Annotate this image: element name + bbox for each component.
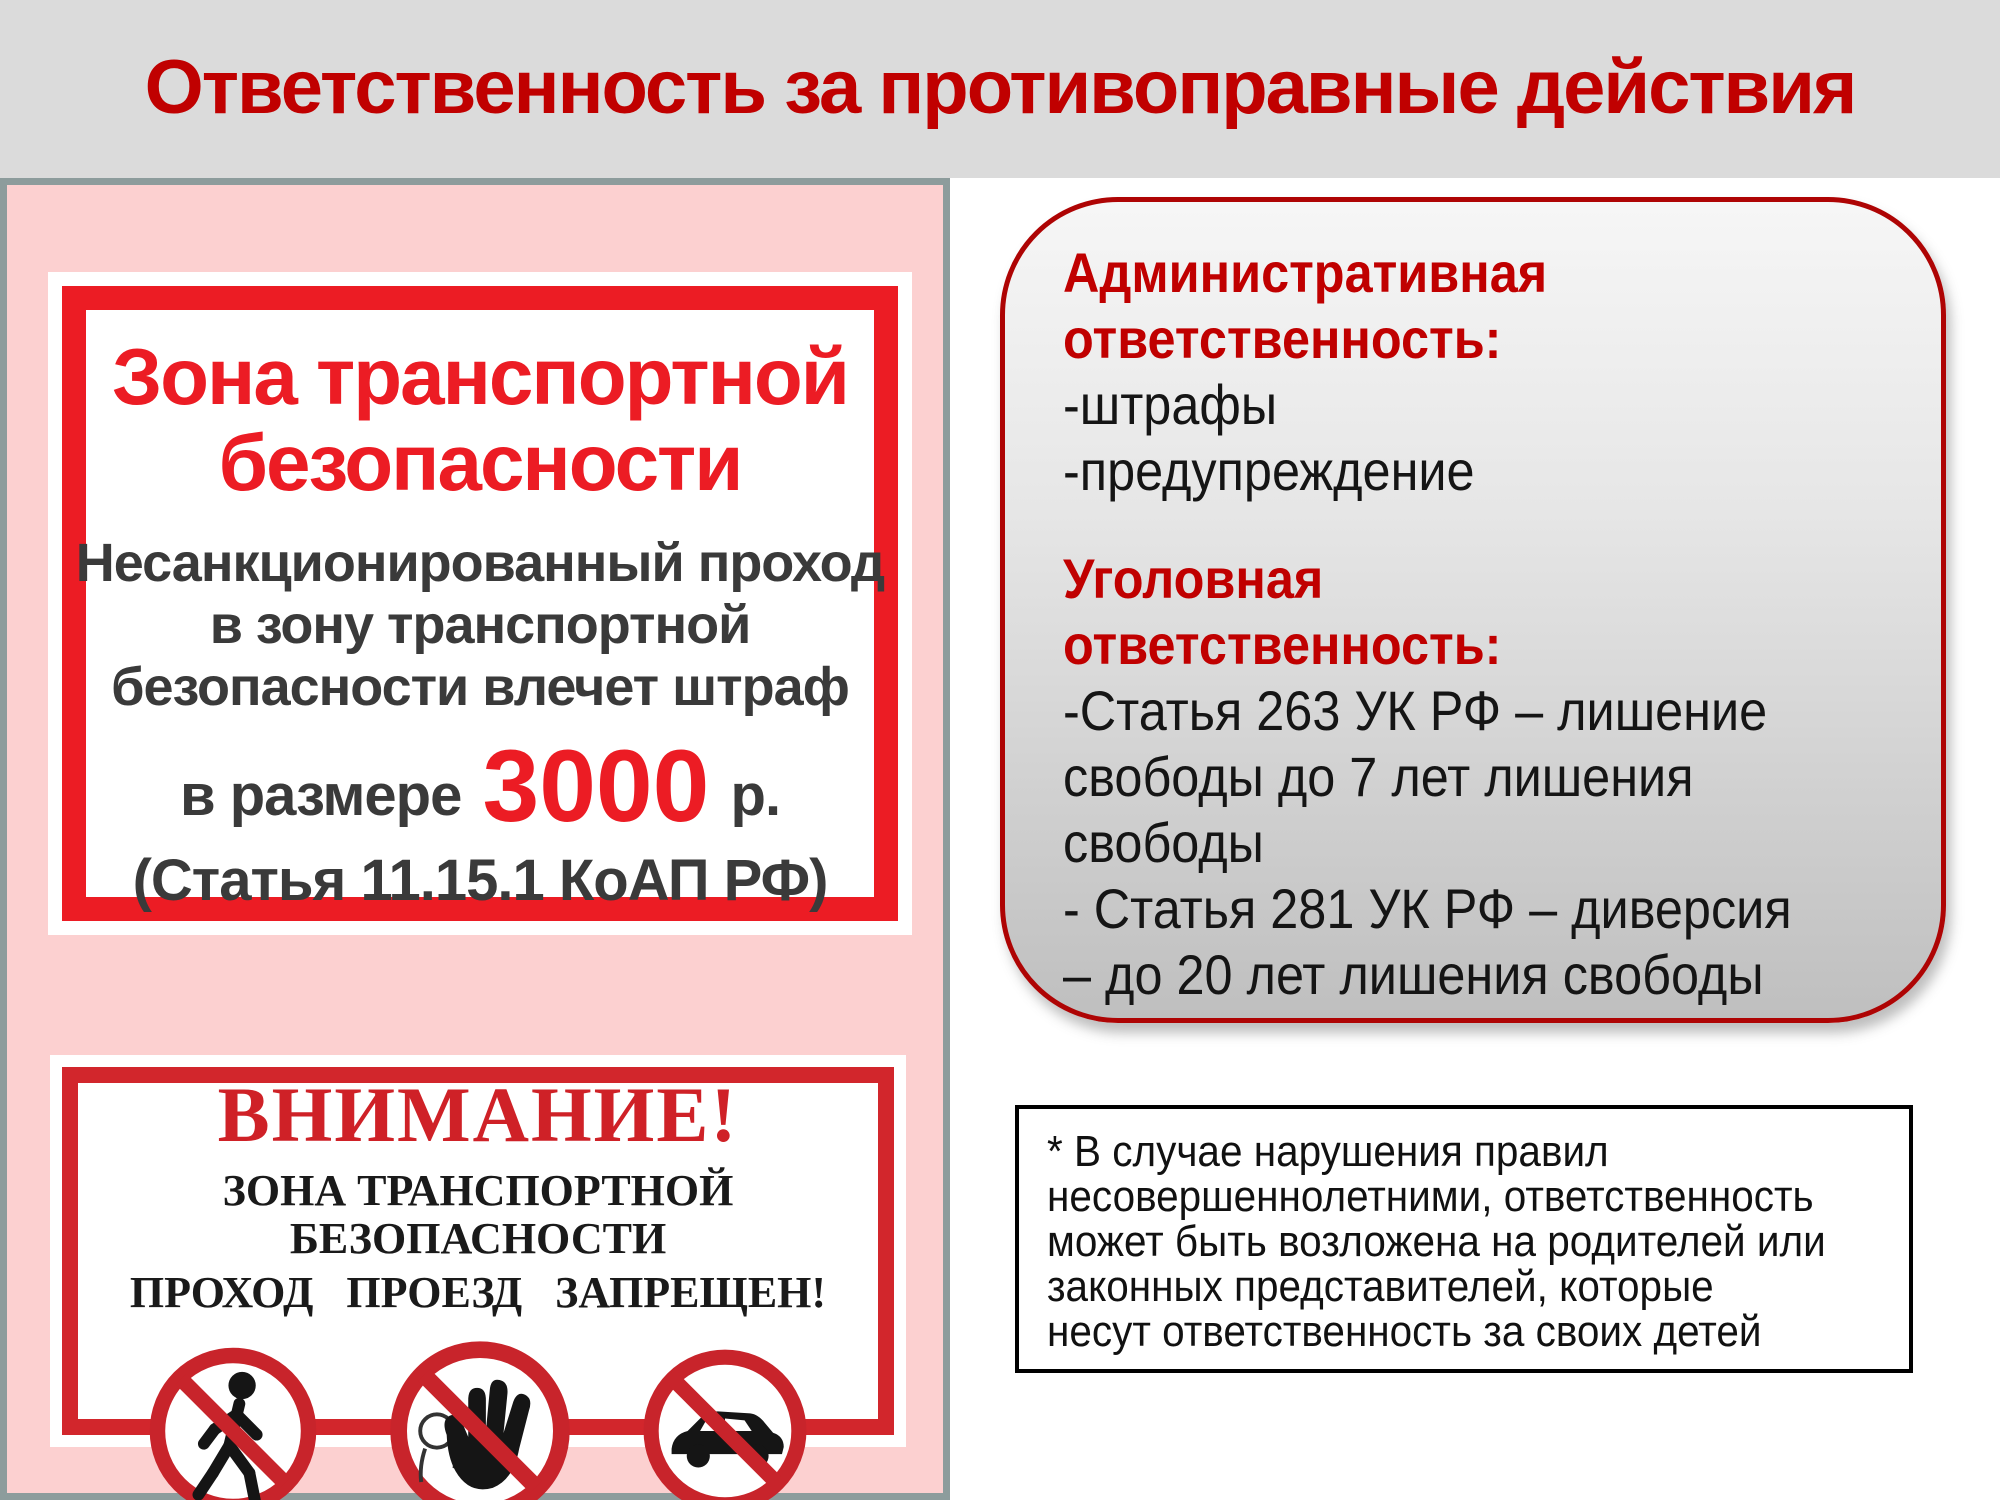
fine-suffix: р. <box>730 763 781 828</box>
criminal-header-line1: Уголовная <box>1063 547 1324 610</box>
attention-line2: ПРОХОД ПРОЕЗД ЗАПРЕЩЕН! <box>129 1268 827 1317</box>
note-line-3: может быть возложена на родителей или <box>1047 1217 1826 1266</box>
attention-sign-content <box>50 1055 906 1500</box>
zone-sign-body-line2: в зону транспортной <box>209 595 751 655</box>
zone-sign-body-line3: безопасности влечет штраф <box>111 657 849 717</box>
legal-box <box>1000 197 1946 1023</box>
admin-item-warning: -предупреждение <box>1063 439 1475 502</box>
zone-sign-title-line2: безопасности <box>218 418 742 507</box>
admin-header-line2: ответственность: <box>1063 307 1502 370</box>
attention-sign <box>50 1055 906 1447</box>
no-car-icon <box>636 1342 814 1500</box>
criminal-line-5: – до 20 лет лишения свободы <box>1063 943 1764 1006</box>
zone-sign-body <box>48 532 912 718</box>
criminal-line-3: свободы <box>1063 811 1264 874</box>
no-pedestrian-icon <box>142 1340 324 1500</box>
note-line-2: несовершеннолетними, ответственность <box>1047 1172 1814 1221</box>
zone-sign-article: (Статья 11.15.1 КоАП РФ) <box>132 848 828 913</box>
zone-sign <box>48 272 912 935</box>
admin-header-line1: Административная <box>1063 241 1548 304</box>
attention-line1: ЗОНА ТРАНСПОРТНОЙ БЕЗОПАСНОСТИ <box>222 1166 734 1263</box>
prohibition-icons-row <box>50 1333 906 1500</box>
page-title: Ответственность за противоправные действия <box>144 45 1856 130</box>
criminal-line-4: - Статья 281 УК РФ – диверсия <box>1063 877 1792 940</box>
note-line-1: * В случае нарушения правил <box>1047 1127 1609 1176</box>
fine-prefix: в размере <box>179 763 462 828</box>
criminal-line-2: свободы до 7 лет лишения <box>1063 745 1694 808</box>
note-line-4: законных представителей, которые <box>1047 1262 1714 1311</box>
admin-item-fines: -штрафы <box>1063 373 1278 436</box>
legal-gap <box>1063 504 1911 546</box>
note-line-5: несут ответственность за своих детей <box>1047 1307 1762 1356</box>
criminal-header-line2: ответственность: <box>1063 613 1502 676</box>
no-entry-hand-icon <box>382 1333 578 1500</box>
criminal-line-1: -Статья 263 УК РФ – лишение <box>1063 679 1768 742</box>
fine-amount: 3000 <box>482 729 710 843</box>
zone-sign-content <box>48 272 912 914</box>
attention-title: ВНИМАНИЕ! <box>217 1071 739 1158</box>
fine-row <box>48 728 912 845</box>
note-box <box>1015 1105 1913 1373</box>
zone-sign-title-line1: Зона транспортной <box>112 332 848 421</box>
zone-sign-body-line1: Несанкционированный проход <box>75 533 885 593</box>
